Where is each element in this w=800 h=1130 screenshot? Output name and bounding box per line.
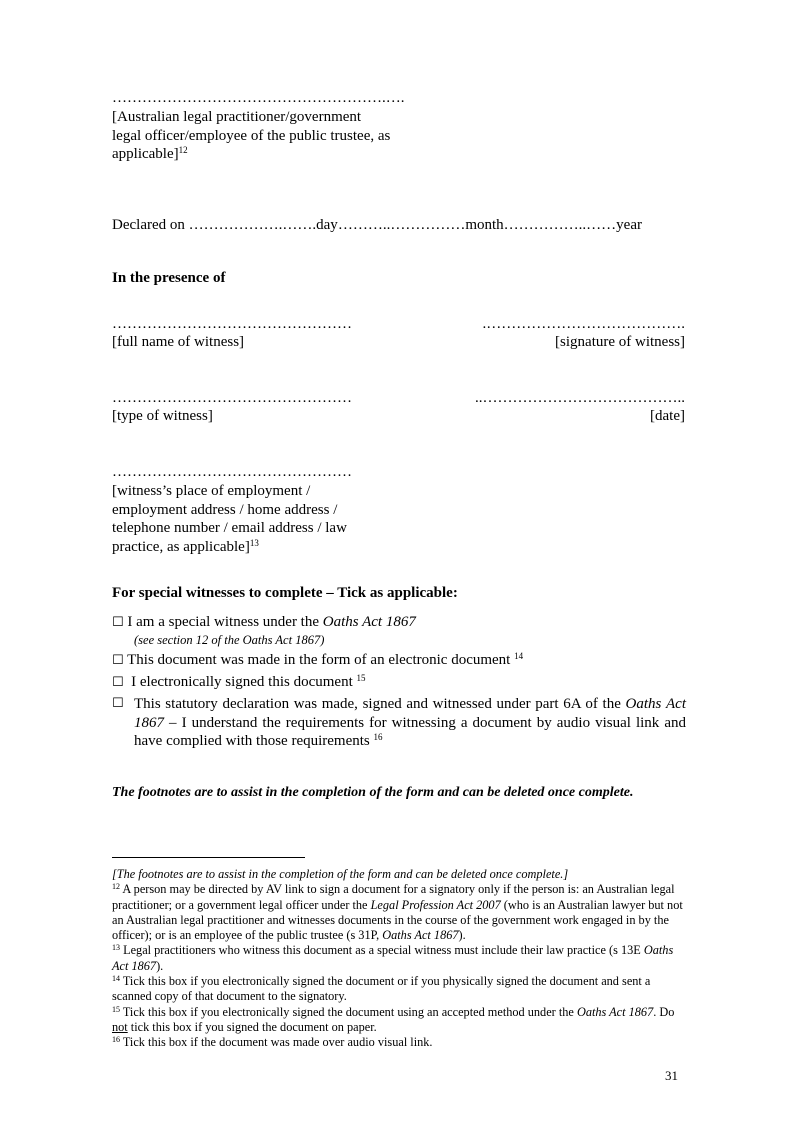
witness-type-line: ………………………………………… <box>112 390 352 406</box>
footnote-ref-16: 16 <box>373 732 383 742</box>
footnote-15: $^{15}$ Tick this box if you electronically signed the document using an accepted method under the Oaths Act 1867. Do not tick this box if you signed the document on paper. <box>112 1004 675 1034</box>
signatory-signature-line: ……………………………………………….…. <box>112 90 405 106</box>
checkbox-electronically-signed[interactable]: ☐ <box>112 675 124 690</box>
checkbox-electronic-document[interactable]: ☐ <box>112 653 124 668</box>
witness-signature-label: [signature of witness] <box>555 334 685 350</box>
footnotes <box>112 867 687 1051</box>
footnote-ref-13: 13 <box>249 537 259 548</box>
signatory-role-label: [Australian legal practitioner/government legal officer/employee of the public trustee, as applicable]$^{12}$ <box>112 109 391 162</box>
presence-heading: In the presence of <box>112 270 226 286</box>
witness-name-line: ………………………………………… <box>112 316 352 332</box>
witness-place-label: [witness’s place of employment / employment address / home address / telephone number / email address / law practice, as applicable]$^{13}$ <box>112 483 347 555</box>
year-field: ……………..…… <box>503 217 617 233</box>
footnote-ref-15: 15 <box>356 673 366 683</box>
witness-signature-line: .…………………………………. <box>482 316 685 332</box>
month-field: ………..…………… <box>337 217 466 233</box>
footnote-16: $^{16}$ Tick this box if the document was made over audio visual link. <box>112 1035 433 1050</box>
checkbox-item-electronically-signed: ☐ I electronically signed this document $^{15}$ <box>112 673 366 690</box>
witness-place-line: ………………………………………… <box>112 464 352 480</box>
witness-date-label: [date] <box>650 408 685 424</box>
checkbox-item-electronic-document: ☐ This document was made in the form of an electronic document $^{14}$ <box>112 651 524 668</box>
checkbox-item-special-witness: ☐ I am a special witness under the Oaths Act 1867 <box>112 614 416 630</box>
witness-type-label: [type of witness] <box>112 408 213 424</box>
footnote-separator <box>112 857 305 858</box>
checkbox-avl[interactable]: ☐ <box>112 696 124 711</box>
footnote-intro: [The footnotes are to assist in the completion of the form and can be deleted once complete.] <box>112 867 569 881</box>
declared-on-line: Declared on ……………….…….day………..……………month……………..……year <box>112 217 642 233</box>
special-witness-subnote: (see section 12 of the Oaths Act 1867) <box>134 633 325 647</box>
witness-date-line: ..………………………………….. <box>475 390 685 406</box>
footnote-13: $^{13}$ Legal practitioners who witness this document as a special witness must include their law practice (s 13E Oaths Act 1867). <box>112 943 674 973</box>
witness-name-label: [full name of witness] <box>112 334 245 350</box>
footnote-ref-14: 14 <box>514 651 524 661</box>
checkbox-item-avl-text: This statutory declaration was made, signed and witnessed under part 6A of the Oaths Act 1867 – I understand the requirements for witnessing a document by audio visual link and have complied with those requirements $^{16}$ <box>134 696 686 749</box>
footnote-notice: The footnotes are to assist in the completion of the form and can be deleted once complete. <box>112 785 634 800</box>
checkbox-special-witness[interactable]: ☐ <box>112 615 124 630</box>
special-witness-heading: For special witnesses to complete – Tick as applicable: <box>112 585 458 601</box>
footnote-ref-12: 12 <box>178 145 188 155</box>
day-field: ……………….……. <box>188 217 317 233</box>
page-number: 31 <box>665 1068 678 1083</box>
footnote-12: $^{12}$ A person may be directed by AV link to sign a document for a signatory only if the person is: an Australian legal practitioner; or a government legal officer under the Legal Profession Act 2007 (who is an Australian lawyer but not an Australian legal practitioner and witnesses documents in the course of the government work engaged in by the officer); or is an employee of the public trustee (s 31P, Oaths Act 1867). <box>112 882 683 943</box>
footnote-14: $^{14}$ Tick this box if you electronically signed the document or if you physically signed the document and sent a scanned copy of that document to the signatory. <box>112 974 651 1004</box>
